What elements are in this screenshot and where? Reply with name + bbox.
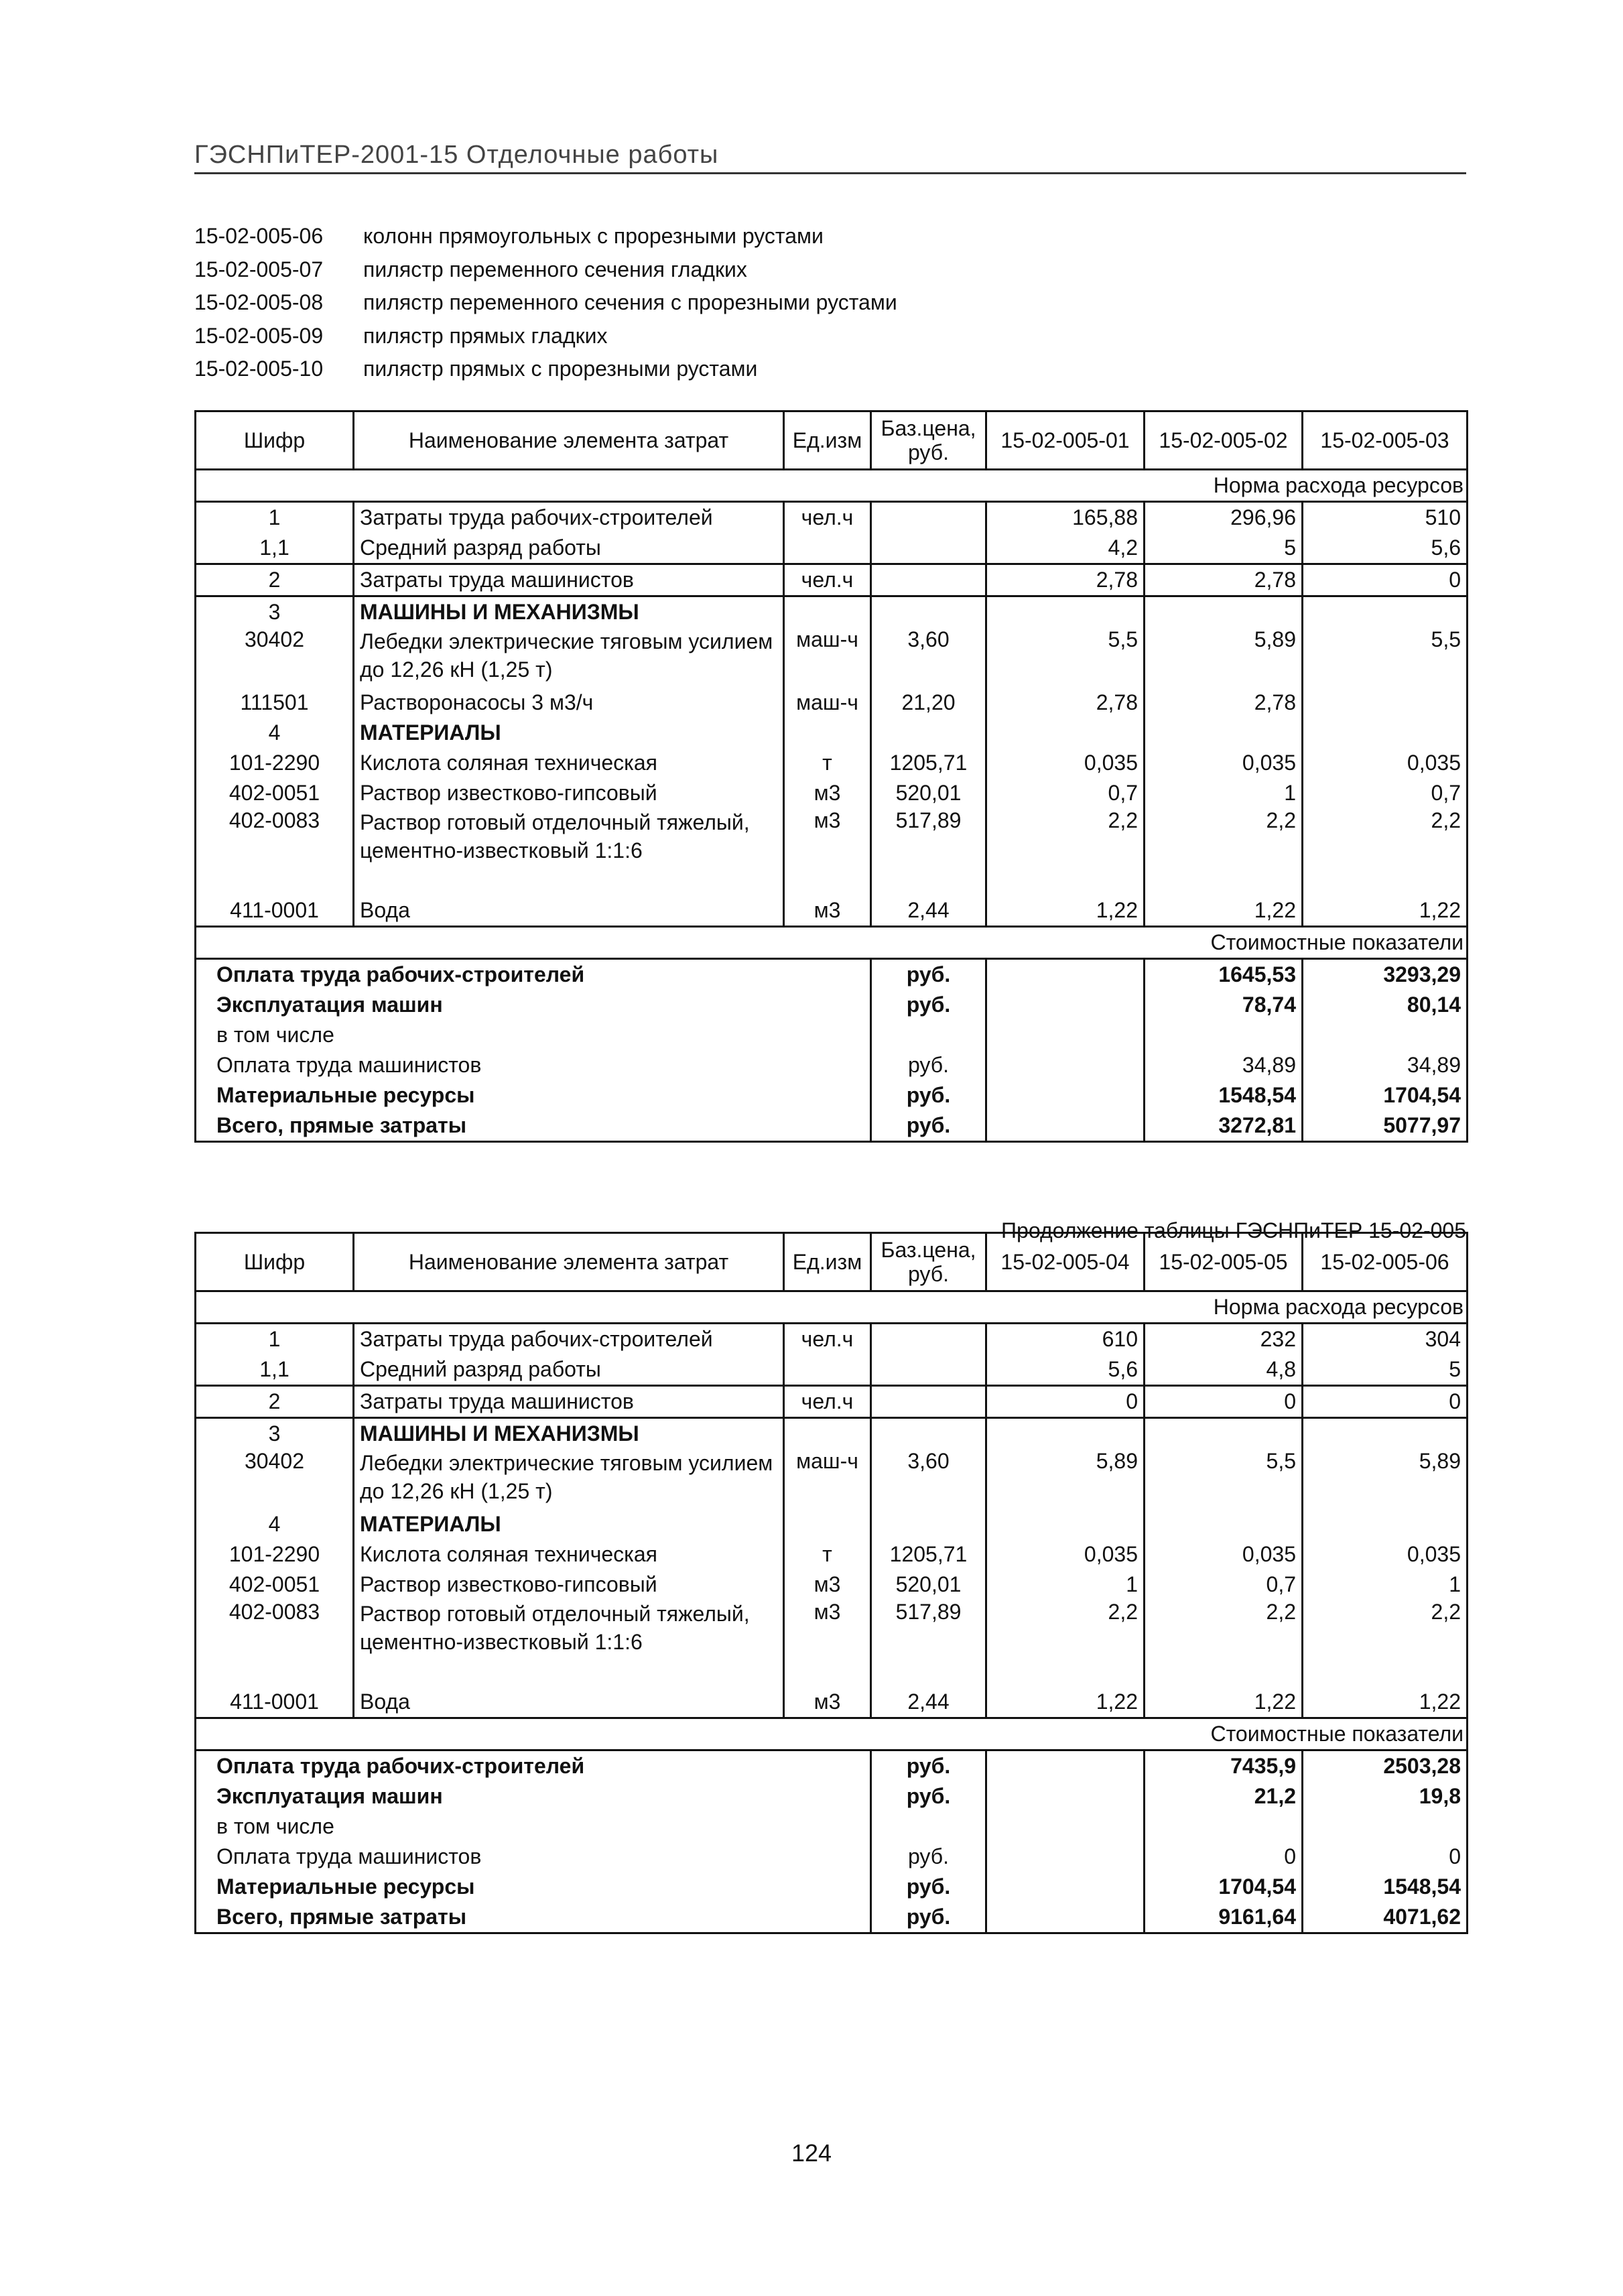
summary-unit: руб. bbox=[871, 1080, 986, 1110]
row-code: 4 bbox=[196, 718, 354, 748]
summary-unit: руб. bbox=[871, 1050, 986, 1080]
row-price bbox=[871, 1509, 986, 1539]
row-code: 1 bbox=[196, 502, 354, 533]
row-value bbox=[1145, 718, 1303, 748]
row-price: 1205,71 bbox=[871, 1539, 986, 1570]
row-value: 0,035 bbox=[1145, 748, 1303, 778]
summary-value: 0 bbox=[1145, 1842, 1303, 1872]
summary-price bbox=[986, 1902, 1145, 1933]
summary-row bbox=[196, 1842, 1468, 1872]
row-value: 0,035 bbox=[986, 748, 1145, 778]
page-header: ГЭСНПиТЕР-2001-15 Отделочные работы bbox=[194, 141, 1466, 174]
row-value: 0 bbox=[1303, 1386, 1468, 1418]
summary-value: 19,8 bbox=[1303, 1781, 1468, 1811]
row-name: Раствор готовый отделочный тяжелый, цементно-известковый 1:1:6 bbox=[354, 808, 784, 895]
row-value: 5,6 bbox=[1303, 533, 1468, 564]
row-name: МАТЕРИАЛЫ bbox=[354, 718, 784, 748]
row-value: 0,7 bbox=[1145, 1570, 1303, 1600]
summary-value: 21,2 bbox=[1145, 1781, 1303, 1811]
table-row bbox=[196, 1418, 1468, 1450]
summary-price bbox=[986, 1842, 1145, 1872]
row-unit: маш-ч bbox=[784, 1449, 871, 1509]
row-price: 3,60 bbox=[871, 1449, 986, 1509]
table-row bbox=[196, 1539, 1468, 1570]
row-value: 2,78 bbox=[1145, 564, 1303, 596]
col-header-code: 15-02-005-04 bbox=[986, 1233, 1145, 1291]
row-unit: м3 bbox=[784, 895, 871, 927]
cost-label: Стоимостные показатели bbox=[196, 927, 1468, 959]
row-value: 5,5 bbox=[1303, 627, 1468, 688]
row-value: 4,2 bbox=[986, 533, 1145, 564]
row-price bbox=[871, 533, 986, 564]
row-value: 2,2 bbox=[986, 808, 1145, 895]
row-code: 411-0001 bbox=[196, 1687, 354, 1718]
row-code: 1,1 bbox=[196, 1354, 354, 1386]
row-name: Вода bbox=[354, 895, 784, 927]
summary-price bbox=[986, 1872, 1145, 1902]
norm-row bbox=[196, 470, 1468, 502]
summary-unit: руб. bbox=[871, 1110, 986, 1142]
row-price bbox=[871, 1354, 986, 1386]
cost-label: Стоимостные показатели bbox=[196, 1718, 1468, 1750]
summary-row bbox=[196, 1020, 1468, 1050]
row-code: 30402 bbox=[196, 627, 354, 688]
col-header-code: 15-02-005-03 bbox=[1303, 411, 1468, 470]
row-name: Кислота соляная техническая bbox=[354, 1539, 784, 1570]
row-value: 0,035 bbox=[986, 1539, 1145, 1570]
code-desc: пилястр переменного сечения с прорезными рустами bbox=[363, 290, 897, 315]
cost-row bbox=[196, 927, 1468, 959]
table-row bbox=[196, 596, 1468, 628]
summary-value bbox=[1145, 1811, 1303, 1842]
table-row bbox=[196, 1354, 1468, 1386]
table-row bbox=[196, 778, 1468, 808]
row-code: 2 bbox=[196, 564, 354, 596]
row-unit: маш-ч bbox=[784, 627, 871, 688]
code: 15-02-005-07 bbox=[194, 257, 324, 281]
summary-row bbox=[196, 959, 1468, 991]
row-value: 0 bbox=[1303, 564, 1468, 596]
col-header-code: 15-02-005-02 bbox=[1145, 411, 1303, 470]
code-desc: пилястр прямых с прорезными рустами bbox=[363, 357, 758, 381]
row-unit: м3 bbox=[784, 1687, 871, 1718]
summary-price bbox=[986, 959, 1145, 991]
row-unit bbox=[784, 596, 871, 628]
row-code: 1,1 bbox=[196, 533, 354, 564]
row-value: 0 bbox=[986, 1386, 1145, 1418]
col-header-shifr: Шифр bbox=[196, 1233, 354, 1291]
resource-table-2 bbox=[194, 1232, 1468, 1934]
row-value: 0,035 bbox=[1303, 748, 1468, 778]
col-header-name: Наименование элемента затрат bbox=[354, 1233, 784, 1291]
col-header-unit: Ед.изм bbox=[784, 1233, 871, 1291]
row-price bbox=[871, 1418, 986, 1450]
summary-value: 78,74 bbox=[1145, 990, 1303, 1020]
cost-row bbox=[196, 1718, 1468, 1750]
table-row bbox=[196, 688, 1468, 718]
summary-label: Эксплуатация машин bbox=[196, 1781, 871, 1811]
code-desc: пилястр переменного сечения гладких bbox=[363, 257, 747, 281]
row-code: 402-0083 bbox=[196, 808, 354, 895]
row-unit: м3 bbox=[784, 1600, 871, 1687]
code-desc: колонн прямоугольных с прорезными рустами bbox=[363, 224, 824, 249]
col-header-code: 15-02-005-06 bbox=[1303, 1233, 1468, 1291]
row-price: 1205,71 bbox=[871, 748, 986, 778]
row-code: 101-2290 bbox=[196, 1539, 354, 1570]
row-price: 3,60 bbox=[871, 627, 986, 688]
row-unit: м3 bbox=[784, 778, 871, 808]
continuation-title: Продолжение таблицы ГЭСНПиТЕР 15-02-005 bbox=[1001, 1218, 1466, 1242]
summary-value: 1548,54 bbox=[1303, 1872, 1468, 1902]
row-value: 1,22 bbox=[986, 1687, 1145, 1718]
row-value bbox=[1303, 1509, 1468, 1539]
summary-price bbox=[986, 1050, 1145, 1080]
summary-value bbox=[1303, 1020, 1468, 1050]
summary-value: 80,14 bbox=[1303, 990, 1468, 1020]
row-value: 4,8 bbox=[1145, 1354, 1303, 1386]
summary-unit: руб. bbox=[871, 990, 986, 1020]
row-value bbox=[1145, 1509, 1303, 1539]
col-header-shifr: Шифр bbox=[196, 411, 354, 470]
row-value bbox=[1145, 596, 1303, 628]
row-value: 1,22 bbox=[1145, 1687, 1303, 1718]
summary-unit: руб. bbox=[871, 1842, 986, 1872]
summary-value: 1548,54 bbox=[1145, 1080, 1303, 1110]
table-row bbox=[196, 895, 1468, 927]
row-price: 2,44 bbox=[871, 1687, 986, 1718]
table-row bbox=[196, 748, 1468, 778]
row-name: Средний разряд работы bbox=[354, 533, 784, 564]
row-name: Вода bbox=[354, 1687, 784, 1718]
row-value: 0 bbox=[1145, 1386, 1303, 1418]
row-value bbox=[1303, 688, 1468, 718]
row-value: 610 bbox=[986, 1324, 1145, 1355]
table-row bbox=[196, 627, 1468, 688]
row-unit: маш-ч bbox=[784, 688, 871, 718]
col-header-code: 15-02-005-01 bbox=[986, 411, 1145, 470]
row-name: Лебедки электрические тяговым усилием до 12,26 кН (1,25 т) bbox=[354, 1449, 784, 1509]
row-value: 1 bbox=[1145, 778, 1303, 808]
code-item bbox=[194, 220, 1267, 253]
row-name: Растворонасосы 3 м3/ч bbox=[354, 688, 784, 718]
row-code: 3 bbox=[196, 596, 354, 628]
summary-label: Эксплуатация машин bbox=[196, 990, 871, 1020]
row-value bbox=[1145, 1418, 1303, 1450]
row-value: 2,2 bbox=[1303, 808, 1468, 895]
code-list bbox=[194, 220, 1267, 386]
summary-label: Всего, прямые затраты bbox=[196, 1110, 871, 1142]
row-unit: чел.ч bbox=[784, 1386, 871, 1418]
row-code: 402-0083 bbox=[196, 1600, 354, 1687]
norm-row bbox=[196, 1291, 1468, 1324]
row-price: 520,01 bbox=[871, 1570, 986, 1600]
row-unit: м3 bbox=[784, 808, 871, 895]
row-code: 2 bbox=[196, 1386, 354, 1418]
row-name: Кислота соляная техническая bbox=[354, 748, 784, 778]
row-value: 1,22 bbox=[1303, 1687, 1468, 1718]
row-name: МАШИНЫ И МЕХАНИЗМЫ bbox=[354, 596, 784, 628]
row-name: Средний разряд работы bbox=[354, 1354, 784, 1386]
code: 15-02-005-09 bbox=[194, 323, 324, 348]
row-unit bbox=[784, 1509, 871, 1539]
summary-unit bbox=[871, 1811, 986, 1842]
row-value: 5,89 bbox=[986, 1449, 1145, 1509]
summary-value: 1704,54 bbox=[1145, 1872, 1303, 1902]
summary-price bbox=[986, 1020, 1145, 1050]
code: 15-02-005-10 bbox=[194, 357, 324, 381]
summary-price bbox=[986, 1811, 1145, 1842]
summary-value: 0 bbox=[1303, 1842, 1468, 1872]
table-row bbox=[196, 718, 1468, 748]
row-name: Затраты труда рабочих-строителей bbox=[354, 502, 784, 533]
summary-row bbox=[196, 1781, 1468, 1811]
code: 15-02-005-06 bbox=[194, 224, 324, 249]
summary-unit bbox=[871, 1020, 986, 1050]
code: 15-02-005-08 bbox=[194, 290, 324, 315]
row-unit bbox=[784, 718, 871, 748]
header-row bbox=[196, 411, 1468, 470]
row-value bbox=[986, 1418, 1145, 1450]
summary-row bbox=[196, 1902, 1468, 1933]
summary-price bbox=[986, 1080, 1145, 1110]
row-price: 517,89 bbox=[871, 1600, 986, 1687]
summary-row bbox=[196, 1750, 1468, 1782]
summary-price bbox=[986, 990, 1145, 1020]
row-price bbox=[871, 502, 986, 533]
table-row bbox=[196, 502, 1468, 533]
table-row bbox=[196, 1386, 1468, 1418]
row-value: 232 bbox=[1145, 1324, 1303, 1355]
summary-value bbox=[1145, 1020, 1303, 1050]
code-desc: пилястр прямых гладких bbox=[363, 323, 608, 348]
row-value: 2,78 bbox=[986, 564, 1145, 596]
summary-unit: руб. bbox=[871, 1872, 986, 1902]
row-price bbox=[871, 596, 986, 628]
row-value: 5,5 bbox=[986, 627, 1145, 688]
row-name: Раствор известково-гипсовый bbox=[354, 1570, 784, 1600]
row-value: 1,22 bbox=[1303, 895, 1468, 927]
summary-value: 4071,62 bbox=[1303, 1902, 1468, 1933]
row-value: 2,2 bbox=[1145, 1600, 1303, 1687]
row-value: 304 bbox=[1303, 1324, 1468, 1355]
resource-table-1 bbox=[194, 410, 1468, 1143]
col-header-price: Баз.цена, руб. bbox=[871, 411, 986, 470]
row-value: 5,89 bbox=[1145, 627, 1303, 688]
row-price: 2,44 bbox=[871, 895, 986, 927]
norm-label: Норма расхода ресурсов bbox=[196, 1291, 1468, 1324]
row-value: 296,96 bbox=[1145, 502, 1303, 533]
summary-value: 9161,64 bbox=[1145, 1902, 1303, 1933]
row-value: 1,22 bbox=[986, 895, 1145, 927]
summary-price bbox=[986, 1110, 1145, 1142]
table-row bbox=[196, 1687, 1468, 1718]
row-price bbox=[871, 718, 986, 748]
table-row bbox=[196, 1600, 1468, 1687]
row-name: МАШИНЫ И МЕХАНИЗМЫ bbox=[354, 1418, 784, 1450]
row-value: 1,22 bbox=[1145, 895, 1303, 927]
row-value: 5 bbox=[1303, 1354, 1468, 1386]
row-code: 1 bbox=[196, 1324, 354, 1355]
code-item bbox=[194, 286, 1267, 320]
col-header-unit: Ед.изм bbox=[784, 411, 871, 470]
row-value: 0,7 bbox=[986, 778, 1145, 808]
row-value: 5 bbox=[1145, 533, 1303, 564]
row-value: 510 bbox=[1303, 502, 1468, 533]
header-row bbox=[196, 1233, 1468, 1291]
summary-label: Оплата труда машинистов bbox=[196, 1842, 871, 1872]
code-item bbox=[194, 353, 1267, 386]
row-code: 402-0051 bbox=[196, 778, 354, 808]
row-price bbox=[871, 1324, 986, 1355]
summary-unit: руб. bbox=[871, 1781, 986, 1811]
table-row bbox=[196, 808, 1468, 895]
code-item bbox=[194, 253, 1267, 287]
row-value: 165,88 bbox=[986, 502, 1145, 533]
row-value: 2,78 bbox=[986, 688, 1145, 718]
code-item bbox=[194, 320, 1267, 353]
row-value bbox=[1303, 1418, 1468, 1450]
summary-price bbox=[986, 1781, 1145, 1811]
summary-label: Материальные ресурсы bbox=[196, 1872, 871, 1902]
table-row bbox=[196, 533, 1468, 564]
row-value: 0,035 bbox=[1303, 1539, 1468, 1570]
row-unit bbox=[784, 1418, 871, 1450]
row-value: 2,78 bbox=[1145, 688, 1303, 718]
col-header-price: Баз.цена, руб. bbox=[871, 1233, 986, 1291]
summary-value bbox=[1303, 1811, 1468, 1842]
row-unit: чел.ч bbox=[784, 564, 871, 596]
summary-label: Оплата труда рабочих-строителей bbox=[196, 1750, 871, 1782]
table-row bbox=[196, 1570, 1468, 1600]
row-unit: м3 bbox=[784, 1570, 871, 1600]
row-unit: т bbox=[784, 748, 871, 778]
row-value: 2,2 bbox=[1303, 1600, 1468, 1687]
summary-value: 3293,29 bbox=[1303, 959, 1468, 991]
summary-value: 3272,81 bbox=[1145, 1110, 1303, 1142]
summary-value: 2503,28 bbox=[1303, 1750, 1468, 1782]
table-row bbox=[196, 1449, 1468, 1509]
summary-value: 34,89 bbox=[1145, 1050, 1303, 1080]
summary-unit: руб. bbox=[871, 1902, 986, 1933]
row-price: 520,01 bbox=[871, 778, 986, 808]
row-value: 5,6 bbox=[986, 1354, 1145, 1386]
summary-label: в том числе bbox=[196, 1020, 871, 1050]
row-value: 2,2 bbox=[1145, 808, 1303, 895]
table-row bbox=[196, 1509, 1468, 1539]
summary-value: 7435,9 bbox=[1145, 1750, 1303, 1782]
row-unit: чел.ч bbox=[784, 502, 871, 533]
row-price: 21,20 bbox=[871, 688, 986, 718]
summary-value: 1645,53 bbox=[1145, 959, 1303, 991]
summary-row bbox=[196, 1110, 1468, 1142]
summary-label: Материальные ресурсы bbox=[196, 1080, 871, 1110]
row-code: 411-0001 bbox=[196, 895, 354, 927]
row-value: 1 bbox=[1303, 1570, 1468, 1600]
summary-row bbox=[196, 1872, 1468, 1902]
row-value: 0,035 bbox=[1145, 1539, 1303, 1570]
col-header-code: 15-02-005-05 bbox=[1145, 1233, 1303, 1291]
row-code: 3 bbox=[196, 1418, 354, 1450]
row-code: 402-0051 bbox=[196, 1570, 354, 1600]
summary-row bbox=[196, 990, 1468, 1020]
table-row bbox=[196, 1324, 1468, 1355]
row-unit bbox=[784, 533, 871, 564]
summary-price bbox=[986, 1750, 1145, 1782]
row-value bbox=[986, 718, 1145, 748]
row-price bbox=[871, 1386, 986, 1418]
summary-label: Оплата труда машинистов bbox=[196, 1050, 871, 1080]
row-code: 4 bbox=[196, 1509, 354, 1539]
row-name: Затраты труда рабочих-строителей bbox=[354, 1324, 784, 1355]
col-header-name: Наименование элемента затрат bbox=[354, 411, 784, 470]
row-price bbox=[871, 564, 986, 596]
summary-value: 5077,97 bbox=[1303, 1110, 1468, 1142]
summary-value: 34,89 bbox=[1303, 1050, 1468, 1080]
summary-unit: руб. bbox=[871, 1750, 986, 1782]
summary-label: в том числе bbox=[196, 1811, 871, 1842]
row-name: МАТЕРИАЛЫ bbox=[354, 1509, 784, 1539]
row-name: Затраты труда машинистов bbox=[354, 1386, 784, 1418]
row-value bbox=[1303, 596, 1468, 628]
row-unit: чел.ч bbox=[784, 1324, 871, 1355]
row-value: 1 bbox=[986, 1570, 1145, 1600]
row-value bbox=[986, 1509, 1145, 1539]
summary-label: Всего, прямые затраты bbox=[196, 1902, 871, 1933]
summary-row bbox=[196, 1050, 1468, 1080]
summary-label: Оплата труда рабочих-строителей bbox=[196, 959, 871, 991]
row-value: 5,5 bbox=[1145, 1449, 1303, 1509]
row-value: 5,89 bbox=[1303, 1449, 1468, 1509]
row-value bbox=[1303, 718, 1468, 748]
page-number: 124 bbox=[791, 2139, 832, 2167]
row-name: Раствор известково-гипсовый bbox=[354, 778, 784, 808]
row-value bbox=[986, 596, 1145, 628]
row-code: 111501 bbox=[196, 688, 354, 718]
table-row bbox=[196, 564, 1468, 596]
row-price: 517,89 bbox=[871, 808, 986, 895]
summary-unit: руб. bbox=[871, 959, 986, 991]
summary-row bbox=[196, 1080, 1468, 1110]
row-name: Затраты труда машинистов bbox=[354, 564, 784, 596]
row-code: 30402 bbox=[196, 1449, 354, 1509]
norm-label: Норма расхода ресурсов bbox=[196, 470, 1468, 502]
row-value: 2,2 bbox=[986, 1600, 1145, 1687]
summary-value: 1704,54 bbox=[1303, 1080, 1468, 1110]
row-code: 101-2290 bbox=[196, 748, 354, 778]
row-name: Лебедки электрические тяговым усилием до 12,26 кН (1,25 т) bbox=[354, 627, 784, 688]
row-unit: т bbox=[784, 1539, 871, 1570]
summary-row bbox=[196, 1811, 1468, 1842]
row-unit bbox=[784, 1354, 871, 1386]
row-name: Раствор готовый отделочный тяжелый, цементно-известковый 1:1:6 bbox=[354, 1600, 784, 1687]
row-value: 0,7 bbox=[1303, 778, 1468, 808]
